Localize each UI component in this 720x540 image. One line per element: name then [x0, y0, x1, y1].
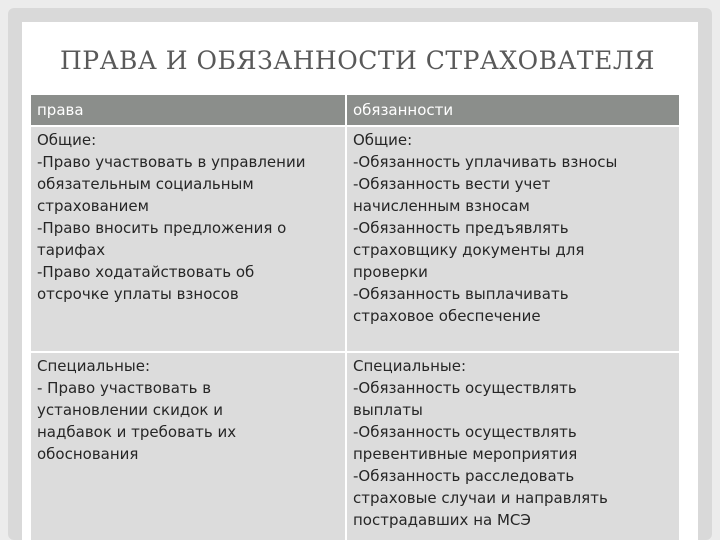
header-rights: права: [31, 95, 346, 126]
general-duties-line: проверки: [353, 263, 428, 281]
special-duties-line: превентивные мероприятия: [353, 445, 578, 463]
special-rights-line: установлении скидок и: [37, 401, 223, 419]
table-header-row: [31, 95, 679, 126]
slide-title: ПРАВА И ОБЯЗАННОСТИ СТРАХОВАТЕЛЯ: [60, 46, 655, 75]
general-duties-line: начисленным взносам: [353, 197, 530, 215]
special-duties-heading: Специальные:: [353, 357, 467, 375]
general-duties-line: страховое обеспечение: [353, 307, 541, 325]
special-duties-line: -Обязанность осуществлять: [353, 423, 577, 441]
slide: [22, 22, 698, 540]
special-rights-cell: [31, 352, 346, 540]
special-duties-line: выплаты: [353, 401, 423, 419]
special-duties-cell: [346, 352, 679, 540]
general-duties-line: страховщику документы для: [353, 241, 585, 259]
general-rights-line: отсрочке уплаты взносов: [37, 285, 239, 303]
general-rights-line: -Право участвовать в управлении: [37, 153, 306, 171]
general-duties-line: -Обязанность вести учет: [353, 175, 551, 193]
general-duties-line: -Обязанность предъявлять: [353, 219, 569, 237]
header-duties: обязанности: [346, 95, 679, 126]
general-rights-line: обязательным социальным: [37, 175, 254, 193]
general-rights-line: -Право ходатайствовать об: [37, 263, 255, 281]
table-row-special: [31, 352, 679, 540]
table-row-general: [31, 126, 679, 352]
general-rights-line: -Право вносить предложения о: [37, 219, 287, 237]
special-rights-line: надбавок и требовать их: [37, 423, 237, 441]
special-duties-line: -Обязанность осуществлять: [353, 379, 577, 397]
rights-duties-table: [31, 95, 679, 540]
general-rights-line: страхованием: [37, 197, 149, 215]
general-duties-heading: Общие:: [353, 131, 413, 149]
general-duties-cell: [346, 126, 679, 352]
general-rights-heading: Общие:: [37, 131, 97, 149]
special-rights-line: обоснования: [37, 445, 139, 463]
general-rights-line: тарифах: [37, 241, 106, 259]
special-duties-line: -Обязанность расследовать: [353, 467, 575, 485]
special-rights-line: - Право участвовать в: [37, 379, 212, 397]
general-duties-line: -Обязанность выплачивать: [353, 285, 569, 303]
special-duties-line: страховые случаи и направлять: [353, 489, 608, 507]
general-duties-line: -Обязанность уплачивать взносы: [353, 153, 618, 171]
special-rights-heading: Специальные:: [37, 357, 151, 375]
general-rights-cell: [31, 126, 346, 352]
special-duties-line: пострадавших на МСЭ: [353, 511, 531, 529]
